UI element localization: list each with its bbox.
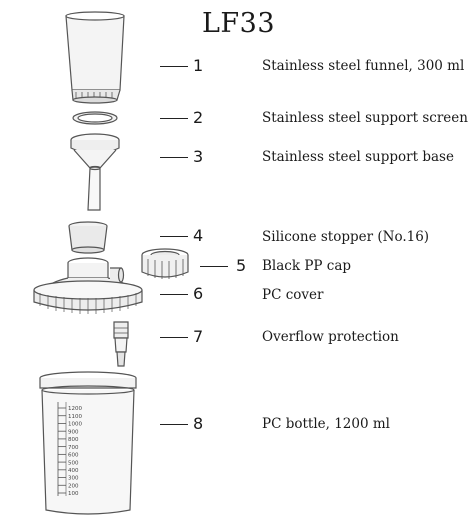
part-number-1: 1 [193, 56, 204, 75]
scale-label: 400 [68, 468, 79, 475]
funnel-drawing [66, 12, 124, 103]
stopper-drawing [69, 222, 107, 253]
scale-label: 200 [68, 483, 79, 490]
base-drawing [71, 134, 119, 210]
scale-label: 800 [68, 437, 79, 444]
part-number-3: 3 [193, 147, 204, 166]
part-label-8: PC bottle, 1200 ml [262, 416, 390, 432]
bottle-drawing [40, 372, 136, 514]
scale-label: 1000 [68, 421, 82, 428]
part-label-7: Overflow protection [262, 329, 399, 345]
scale-label: 900 [68, 429, 79, 436]
leader-line-4 [160, 236, 188, 237]
cover-drawing [34, 258, 142, 314]
part-label-5: Black PP cap [262, 258, 352, 274]
part-number-8: 8 [193, 414, 204, 433]
leader-line-7 [160, 337, 188, 338]
part-number-2: 2 [193, 108, 204, 127]
leader-line-1 [160, 66, 188, 67]
part-label-4: Silicone stopper (No.16) [262, 229, 430, 245]
overflow-drawing [114, 322, 128, 366]
scale-label: 700 [68, 444, 79, 451]
leader-line-2 [160, 118, 188, 119]
scale-label: 1200 [68, 406, 82, 413]
leader-line-8 [160, 424, 188, 425]
scale-label: 100 [68, 491, 79, 498]
cap-drawing [142, 249, 188, 279]
part-label-6: PC cover [262, 287, 324, 303]
scale-label: 600 [68, 452, 79, 459]
scale-label: 500 [68, 460, 79, 467]
scale-label: 300 [68, 475, 79, 482]
model-title: LF33 [202, 8, 276, 39]
part-number-6: 6 [193, 284, 204, 303]
leader-line-3 [160, 157, 188, 158]
part-number-5: 5 [236, 256, 247, 275]
part-label-2: Stainless steel support screen [262, 110, 468, 126]
leader-line-5 [200, 266, 228, 267]
part-number-4: 4 [193, 226, 204, 245]
part-label-3: Stainless steel support base [262, 149, 454, 165]
scale-label: 1100 [68, 413, 82, 420]
part-label-1: Stainless steel funnel, 300 ml [262, 58, 465, 74]
part-number-7: 7 [193, 327, 204, 346]
screen-drawing [73, 112, 117, 124]
leader-line-6 [160, 294, 188, 295]
